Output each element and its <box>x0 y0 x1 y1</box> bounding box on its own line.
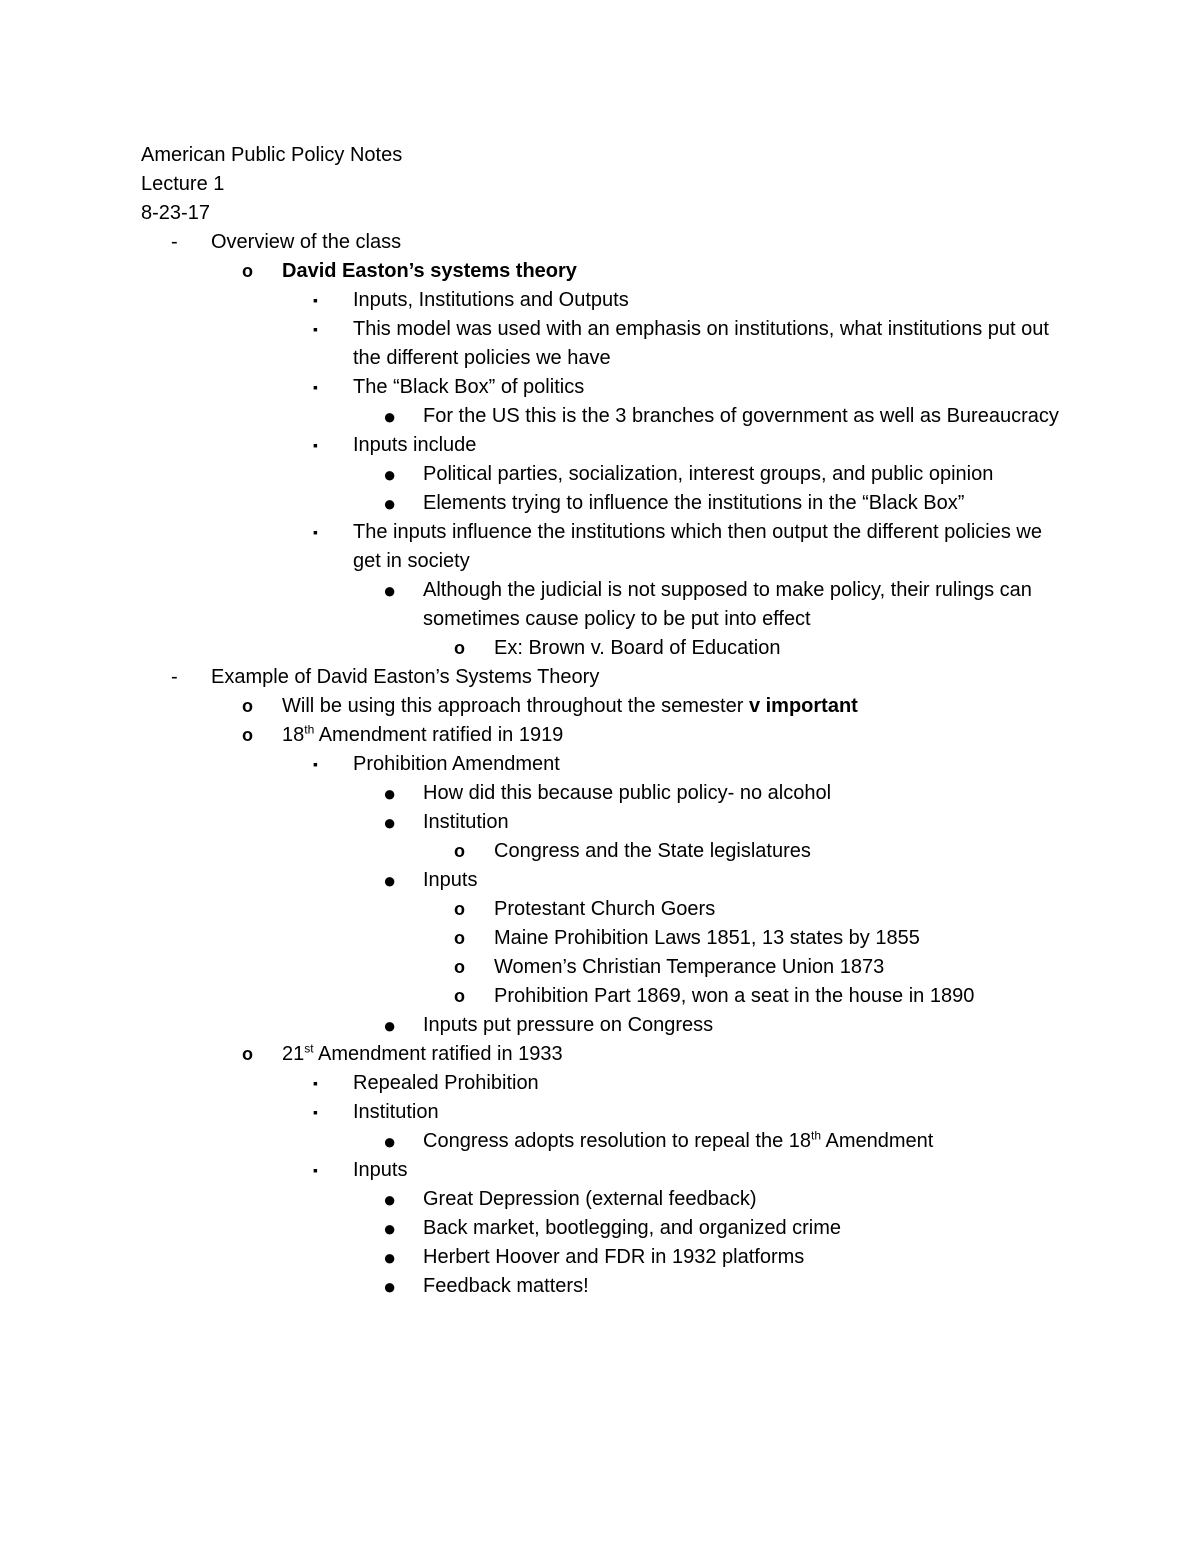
section-heading-overview: - Overview of the class <box>141 228 1061 257</box>
list-item: ▪ Prohibition Amendment <box>141 750 1061 779</box>
circle-bullet-icon: o <box>242 696 253 716</box>
list-item <box>141 257 1061 286</box>
dash-bullet-icon: - <box>171 666 178 688</box>
dot-bullet-icon: ● <box>383 1216 397 1241</box>
dot-bullet-icon: ● <box>383 462 397 487</box>
dot-bullet-icon: ● <box>383 810 397 835</box>
list-item: o Ex: Brown v. Board of Education <box>141 634 1061 663</box>
amendment-21-heading: 21st Amendment ratified in 1933 <box>282 1041 563 1065</box>
list-item: o Women’s Christian Temperance Union 1873 <box>141 953 1061 982</box>
circle-bullet-icon: o <box>454 638 465 658</box>
list-item: ● Political parties, socialization, interest groups, and public opinion <box>383 462 994 487</box>
amendment-18-heading: 18th Amendment ratified in 1919 <box>282 722 564 746</box>
list-item: ▪ Inputs <box>141 1156 1061 1185</box>
list-item: ● Congress adopts resolution to repeal the 18th Amendment <box>383 1128 934 1154</box>
dot-bullet-icon: ● <box>383 491 397 516</box>
notes-body <box>141 141 1061 1301</box>
list-item: ● Institution <box>383 810 509 835</box>
square-bullet-icon: ▪ <box>313 321 318 337</box>
dot-bullet-icon: ● <box>383 1245 397 1270</box>
lecture-date: 8-23-17 <box>141 202 210 224</box>
circle-bullet-icon: o <box>454 841 465 861</box>
dot-bullet-icon: ● <box>383 404 397 429</box>
list-item: ▪ The inputs influence the institutions which then output the different policies we get in society <box>141 518 1061 576</box>
list-item: o Will be using this approach throughout the semester v important <box>141 692 1061 721</box>
square-bullet-icon: ▪ <box>313 1075 318 1091</box>
circle-bullet-icon: o <box>242 261 253 281</box>
circle-bullet-icon: o <box>242 1044 253 1064</box>
lecture-number: Lecture 1 <box>141 173 225 195</box>
list-item: ● Inputs put pressure on Congress <box>383 1013 714 1038</box>
emphasis-text: v important <box>748 695 858 717</box>
list-item: ● Elements trying to influence the institutions in the “Black Box” <box>383 491 965 516</box>
square-bullet-icon: ▪ <box>313 437 318 453</box>
dot-bullet-icon: ● <box>383 1187 397 1212</box>
circle-bullet-icon: o <box>454 957 465 977</box>
list-item: ● Although the judicial is not supposed to make policy, their rulings can sometimes cause policy to be put into effect <box>141 576 1061 634</box>
dot-bullet-icon: ● <box>383 868 397 893</box>
list-item: ● Inputs <box>383 868 478 893</box>
list-item: ● How did this because public policy- no alcohol <box>383 781 832 806</box>
list-item: ▪ Inputs include <box>141 431 1061 460</box>
list-item: ▪ This model was used with an emphasis on institutions, what institutions put out the different policies we have <box>141 315 1061 373</box>
list-item: o Congress and the State legislatures <box>141 837 1061 866</box>
square-bullet-icon: ▪ <box>313 524 318 540</box>
date-line <box>141 199 1061 228</box>
list-item: ● Herbert Hoover and FDR in 1932 platforms <box>383 1245 805 1270</box>
dash-bullet-icon: - <box>171 231 178 253</box>
list-item: ▪ The “Black Box” of politics <box>141 373 1061 402</box>
list-item: ● Back market, bootlegging, and organized crime <box>383 1216 842 1241</box>
doc-title-line <box>141 141 1061 170</box>
square-bullet-icon: ▪ <box>313 756 318 772</box>
list-item: ▪ Institution <box>141 1098 1061 1127</box>
circle-bullet-icon: o <box>454 986 465 1006</box>
dot-bullet-icon: ● <box>383 1274 397 1299</box>
square-bullet-icon: ▪ <box>313 1162 318 1178</box>
square-bullet-icon: ▪ <box>313 292 318 308</box>
dot-bullet-icon: ● <box>383 781 397 806</box>
doc-title: American Public Policy Notes <box>141 144 403 166</box>
square-bullet-icon: ▪ <box>313 1104 318 1120</box>
lecture-line <box>141 170 1061 199</box>
list-item: o Protestant Church Goers <box>141 895 1061 924</box>
list-item <box>141 1040 1061 1069</box>
list-item: ▪ Inputs, Institutions and Outputs <box>141 286 1061 315</box>
dot-bullet-icon: ● <box>383 1013 397 1038</box>
list-item: ▪ Repealed Prohibition <box>141 1069 1061 1098</box>
square-bullet-icon: ▪ <box>313 379 318 395</box>
circle-bullet-icon: o <box>454 928 465 948</box>
section-heading-example: - Example of David Easton’s Systems Theory <box>141 663 1061 692</box>
dot-bullet-icon: ● <box>383 578 397 603</box>
list-item: ● For the US this is the 3 branches of government as well as Bureaucracy <box>383 404 1059 429</box>
list-item <box>141 721 1061 750</box>
list-item: ● Feedback matters! <box>383 1274 589 1299</box>
circle-bullet-icon: o <box>242 725 253 745</box>
list-item: o Maine Prohibition Laws 1851, 13 states by 1855 <box>141 924 1061 953</box>
list-item: ● Great Depression (external feedback) <box>383 1187 757 1212</box>
systems-theory-heading: David Easton’s systems theory <box>282 260 577 282</box>
circle-bullet-icon: o <box>454 899 465 919</box>
dot-bullet-icon: ● <box>383 1129 397 1154</box>
list-item: o Prohibition Part 1869, won a seat in the house in 1890 <box>141 982 1061 1011</box>
